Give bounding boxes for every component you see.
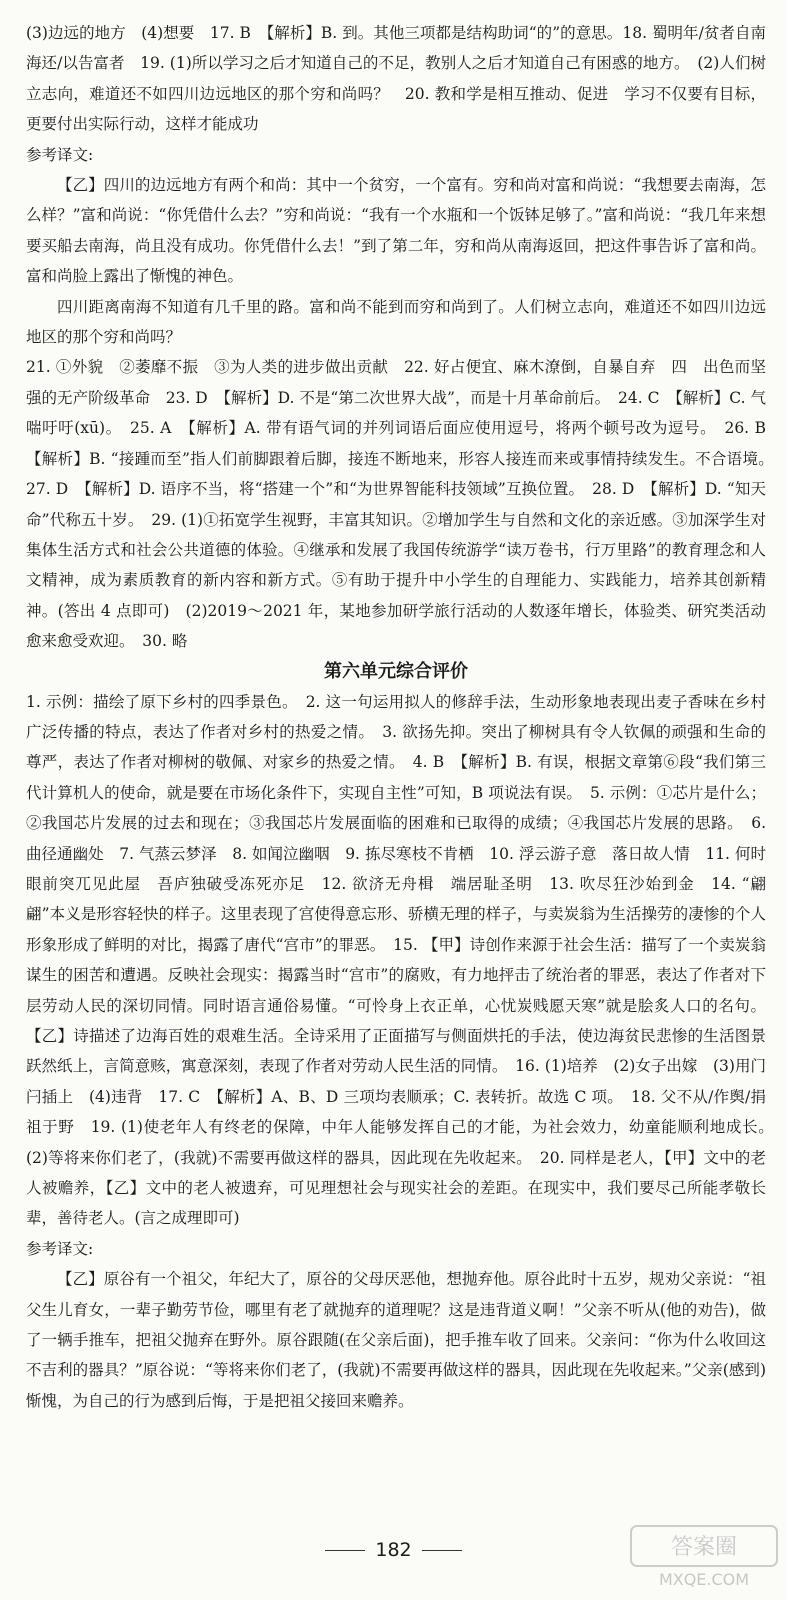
page-number-text: 182	[375, 1539, 412, 1561]
translation-1-paragraph-2: 四川距离南海不知道有几千里的路。富和尚不能到而穷和尚到了。人们树立志向，难道还不如四川边远地区的那个穷和尚吗？	[26, 297, 766, 347]
page-number-dash-right	[422, 1550, 462, 1551]
reference-translation-label-2: 参考译文:	[26, 1239, 94, 1258]
translation-1-paragraph-1: 【乙】四川的边远地方有两个和尚：其中一个贫穷，一个富有。穷和尚对富和尚说：“我想要去南海，怎么样？”富和尚说：“你凭借什么去？”穷和尚说：“我有一个水瓶和一个饭钵足够了。”富和尚说：“我几年来想要买船去南海，尚且没有成功。你凭借什么去！”到了第二年，穷和尚从南海返回，把这件事告诉了富和尚。富和尚脸上露出了惭愧的神色。	[26, 176, 766, 286]
translation-2-paragraph-1: 【乙】原谷有一个祖父，年纪大了，原谷的父母厌恶他，想抛弃他。原谷此时十五岁，规劝父亲说：“祖父生儿育女，一辈子勤劳节俭，哪里有老了就抛弃的道理呢？这是违背道义啊！”父亲不听从(他的劝告)，做了一辆手推车，把祖父抛弃在野外。原谷跟随(在父亲后面)，把手推车收了回来。父亲问：“你为什么收回这不吉利的器具？”原谷说：“等将来你们老了，(我就)不需要再做这样的器具，因此现在先收起来。”父亲(感到)惭愧，为自己的行为感到后悔，于是把祖父接回来赡养。	[26, 1270, 766, 1410]
answers-17-20: (3)边远的地方 (4)想要 17. B 【解析】B. 到。其他三项都是结构助词“的”的意思。18. 蜀明年/贫者自南海还/以告富者 19. (1)所以学习之后才知道自己的不足，教别人之后才知道自己有困惑的地方。 (2)人们树立志向，难道还不如四川边远地区的那个穷和尚吗？ 20. 教和学是相互推动、促进 学习不仅要有目标，更要付出实际行动，这样才能成功	[26, 24, 766, 134]
svg-text:答案圈: 答案圈	[670, 1535, 738, 1560]
section-title: 第六单元综合评价	[324, 660, 468, 682]
page-number-dash-left	[325, 1550, 365, 1551]
answer-content	[26, 18, 782, 1416]
reference-translation-label-1: 参考译文:	[26, 145, 94, 164]
svg-text:MXQE.COM: MXQE.COM	[658, 1570, 750, 1589]
watermark-logo	[629, 1522, 779, 1592]
unit6-answers: 1. 示例：描绘了原下乡村的四季景色。 2. 这一句运用拟人的修辞手法，生动形象地表现出麦子香味在乡村广泛传播的特点，表达了作者对乡村的热爱之情。 3. 欲扬先抑。突出了柳树具有令人钦佩的顽强和生命的尊严，表达了作者对柳树的敬佩、对家乡的热爱之情。 4. B 【解析】B. 有误，根据文章第⑥段“我们第三代计算机人的使命，就是要在市场化条件下，实现自主性”可知，B 项说法有误。 5. 示例：①芯片是什么；②我国芯片发展的过去和现在；③我国芯片发展面临的困难和已取得的成绩；④我国芯片发展的思路。 6. 曲径通幽处 7. 气蒸云梦泽 8. 如闻泣幽咽 9. 拣尽寒枝不肯栖 10. 浮云游子意 落日故人情 11. 何时眼前突兀见此屋 吾庐独破受冻死亦足 12. 欲济无舟楫 端居耻圣明 13. 吹尽狂沙始到金 14. “翩翩”本义是形容轻快的样子。这里表现了宫使得意忘形、骄横无理的样子，与卖炭翁为生活操劳的凄惨的个人形象形成了鲜明的对比，揭露了唐代“宫市”的罪恶。 15. 【甲】诗创作来源于社会生活：描写了一个卖炭翁谋生的困苦和遭遇。反映社会现实：揭露当时“宫市”的腐败，有力地抨击了统治者的罪恶，表达了作者对下层劳动人民的深切同情。同时语言通俗易懂。“可怜身上衣正单，心忧炭贱愿天寒”就是脍炙人口的名句。【乙】诗描述了边海百姓的艰难生活。全诗采用了正面描写与侧面烘托的手法，使边海贫民悲惨的生活图景跃然纸上，言简意赅，寓意深刻，表现了作者对劳动人民生活的同情。 16. (1)培养 (2)女子出嫁 (3)用门闩插上 (4)违背 17. C 【解析】A、B、D 三项均表顺承；C. 表转折。故选 C 项。 18. 父不从/作舆/捐祖于野 19. (1)使老年人有终老的保障，中年人能够发挥自己的才能，为社会效力，幼童能顺利地成长。 (2)等将来你们老了，(我就)不需要再做这样的器具，因此现在先收起来。 20. 同样是老人，【甲】文中的老人被赡养，【乙】文中的老人被遗弃，可见理想社会与现实社会的差距。在现实中，我们要尽己所能孝敬长辈，善待老人。(言之成理即可)	[26, 692, 782, 1228]
answers-21-30: 21. ①外貌 ②萎靡不振 ③为人类的进步做出贡献 22. 好占便宜、麻木潦倒，自暴自弃 四 出色而坚强的无产阶级革命 23. D 【解析】D. 不是“第二次世界大战”，而是十月革命前后。 24. C 【解析】C. 气喘吁吁(xū)。 25. A 【解析】A. 带有语气词的并列词语后面应使用逗号，将两个顿号改为逗号。 26. B 【解析】B. “接踵而至”指人们前脚跟着后脚，接连不断地来，形容人接连而来或事情持续发生。不合语境。 27. D 【解析】D. 语序不当，将“搭建一个”和“为世界智能科技领域”互换位置。 28. D 【解析】D. “知天命”代称五十岁。 29. (1)①拓宽学生视野，丰富其知识。②增加学生与自然和文化的亲近感。③加深学生对集体生活方式和社会公共道德的体验。④继承和发展了我国传统游学“读万卷书，行万里路”的教育理念和人文精神，成为素质教育的新内容和新方式。⑤有助于提升中小学生的自理能力、实践能力，培养其创新精神。(答出 4 点即可) (2)2019～2021 年，某地参加研学旅行活动的人数逐年增长，体验类、研究类活动愈来愈受欢迎。 30. 略	[26, 358, 782, 651]
